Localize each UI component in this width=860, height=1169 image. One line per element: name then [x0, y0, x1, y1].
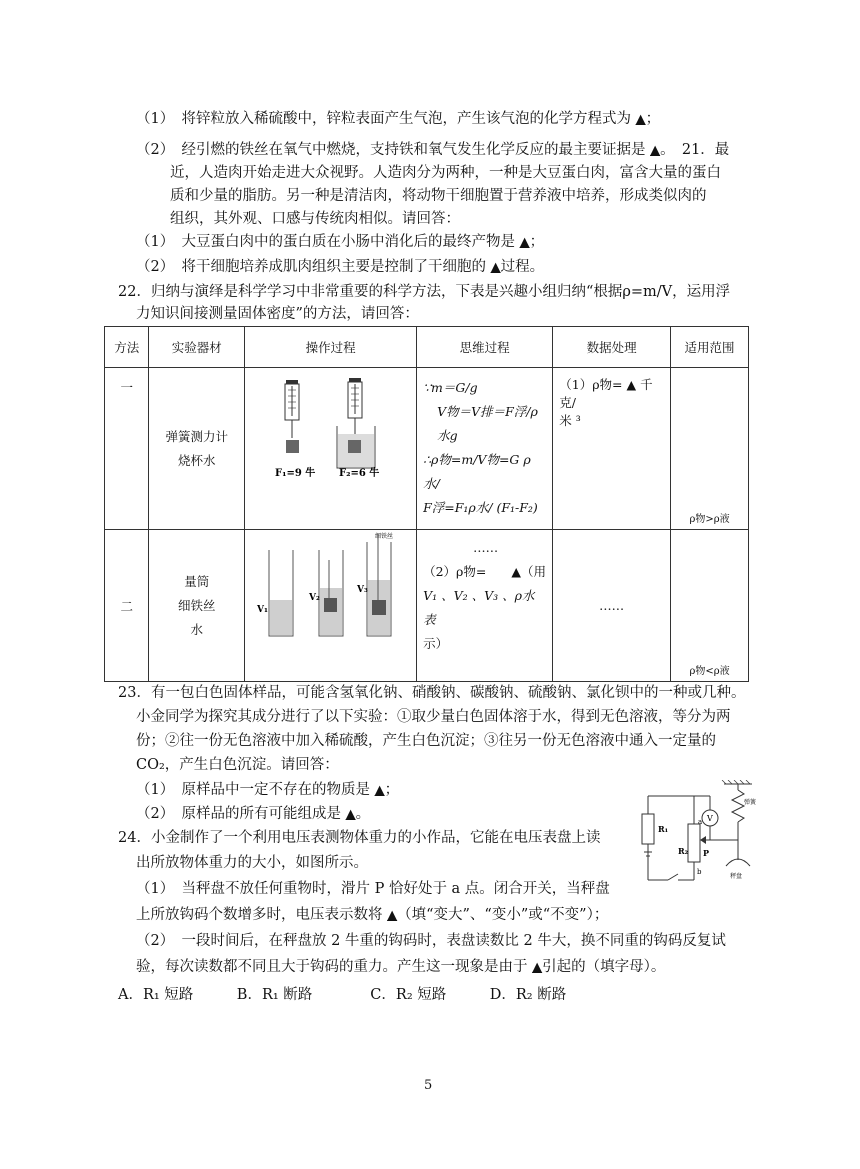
q23-text: 份；②往一份无色溶液中加入稀硫酸，产生白色沉淀；③往另一份无色溶液中通入一定量的: [136, 733, 716, 749]
q23-2-line: （2） 原样品的所有可能组成是 ▲。: [136, 806, 371, 822]
table-header: 方法: [105, 327, 149, 368]
slider-p-label: P: [703, 848, 710, 858]
table-header: 实验器材: [149, 327, 245, 368]
f2-label: F₂=6 牛: [339, 468, 380, 479]
method-cell: 一: [105, 368, 149, 530]
q21-text: 质和少量的脂肪。另一种是清洁肉，将动物干细胞置于营养液中培养，形成类似肉的: [170, 188, 707, 204]
table-header: 数据处理: [553, 327, 671, 368]
wire-label: 细铁丝: [375, 533, 394, 540]
voltmeter-label: V: [707, 814, 713, 823]
q24-2-line: 验，每次读数都不同且大于钩码的重力。产生这一现象是由于 ▲引起的（填字母）。: [136, 959, 666, 975]
v3-label: V₃: [357, 585, 369, 595]
table-header: 操作过程: [245, 327, 417, 368]
pan-label: 秤盘: [730, 873, 743, 880]
point-a-label: a: [698, 818, 703, 826]
r2-label: R₂: [678, 846, 689, 856]
answer-blank[interactable]: ▲: [650, 143, 661, 158]
q21-1-line: （1） 大豆蛋白肉中的蛋白质在小肠中消化后的最终产物是 ▲；: [136, 234, 545, 250]
point-b-label: b: [697, 868, 702, 876]
table-row: [105, 530, 749, 682]
q21-text: 组织，其外观、口感与传统肉相似。请回答：: [170, 211, 460, 227]
operation-cell: [245, 368, 417, 530]
q24-2-line: （2） 一段时间后，在秤盘放 2 牛重的钩码时，表盘读数比 2 牛大，换不同重的钩码反复试: [136, 933, 726, 949]
q23-text: 小金同学为探究其成分进行了以下实验：①取少量白色固体溶于水，得到无色溶液，等分为两: [136, 709, 731, 725]
q23-1-line: （1） 原样品中一定不存在的物质是 ▲；: [136, 782, 400, 798]
thinking-cell: …… （2）ρ物= ▲（用 V₁ 、V₂ 、V₃ 、ρ水 表 示）: [417, 530, 553, 682]
v1-label: V₁: [257, 605, 269, 615]
table-header: 思维过程: [417, 327, 553, 368]
circuit-diagram: [640, 780, 760, 888]
q23-text: 23．有一包白色固体样品，可能含氢氧化钠、硝酸钠、碳酸钠、硫酸钠、氯化钡中的一种或几种。: [118, 685, 746, 701]
q22-stem: 力知识间接测量固体密度”的方法，请回答：: [136, 306, 419, 322]
data-cell: （1）ρ物= ▲ 千克/ 米 ³: [553, 368, 671, 530]
q20-1-line: （1） 将锌粒放入稀硫酸中，锌粒表面产生气泡，产生该气泡的化学方程式为 ▲；: [136, 111, 661, 127]
equipment-cell: 弹簧测力计 烧杯水: [149, 368, 245, 530]
method-cell: 二: [105, 530, 149, 682]
r1-label: R₁: [658, 824, 669, 834]
answer-blank[interactable]: ▲: [490, 260, 501, 275]
method-table: [104, 326, 749, 682]
answer-blank[interactable]: ▲: [519, 235, 530, 250]
operation-cell: [245, 530, 417, 682]
data-cell: ……: [553, 530, 671, 682]
q24-options: A．R₁ 短路 B．R₁ 断路 C．R₂ 短路 D．R₂ 断路: [118, 987, 567, 1003]
equipment-cell: 量筒 细铁丝 水: [149, 530, 245, 682]
q21-2-line: （2） 将干细胞培养成肌肉组织主要是控制了干细胞的 ▲过程。: [136, 259, 545, 275]
q22-stem: 22．归纳与演绎是科学学习中非常重要的科学方法，下表是兴趣小组归纳“根据ρ=m/V，运用浮: [118, 284, 731, 300]
q24-1-line: 上所放钩码个数增多时，电压表示数将 ▲（填“变大”、“变小”或“不变”）；: [136, 907, 609, 923]
answer-blank[interactable]: ▲: [387, 908, 398, 923]
q21-text: 近，人造肉开始走进大众视野。人造肉分为两种，一种是大豆蛋白肉，富含大量的蛋白: [170, 165, 721, 181]
measuring-cylinder-figure: [245, 530, 416, 678]
spring-label: 弹簧: [744, 799, 757, 806]
answer-blank[interactable]: ▲: [635, 112, 646, 127]
q24-text: 24．小金制作了一个利用电压表测物体重力的小作品，它能在电压表盘上读: [118, 830, 601, 846]
answer-blank[interactable]: ▲: [374, 783, 385, 798]
q24-1-line: （1） 当秤盘不放任何重物时，滑片 P 恰好处于 a 点。闭合开关，当秤盘: [136, 881, 610, 897]
answer-blank[interactable]: ▲: [345, 807, 356, 822]
q20-2-line: （2） 经引燃的铁丝在氧气中燃烧，支持铁和氧气发生化学反应的最主要证据是 ▲。 21．最: [136, 142, 730, 158]
v2-label: V₂: [309, 593, 321, 603]
q23-text: CO₂，产生白色沉淀。请回答：: [136, 757, 339, 773]
thinking-cell: ∵m＝G/g V物＝V排＝F浮/ρ水g ∴ρ物=m/V物=G ρ水/ F浮=F₁ρ水/ (F₁-F₂): [417, 368, 553, 530]
table-row: [105, 368, 749, 530]
table-header: 适用范围: [671, 327, 749, 368]
table-header-row: [105, 327, 749, 368]
answer-blank[interactable]: ▲: [532, 960, 543, 975]
page-number: 5: [424, 1078, 433, 1093]
f1-label: F₁=9 牛: [275, 468, 316, 479]
q24-text: 出所放物体重力的大小，如图所示。: [136, 855, 368, 871]
range-cell: ρ物>ρ液: [671, 368, 749, 530]
spring-scale-figure: [245, 368, 416, 526]
range-cell: ρ物<ρ液: [671, 530, 749, 682]
